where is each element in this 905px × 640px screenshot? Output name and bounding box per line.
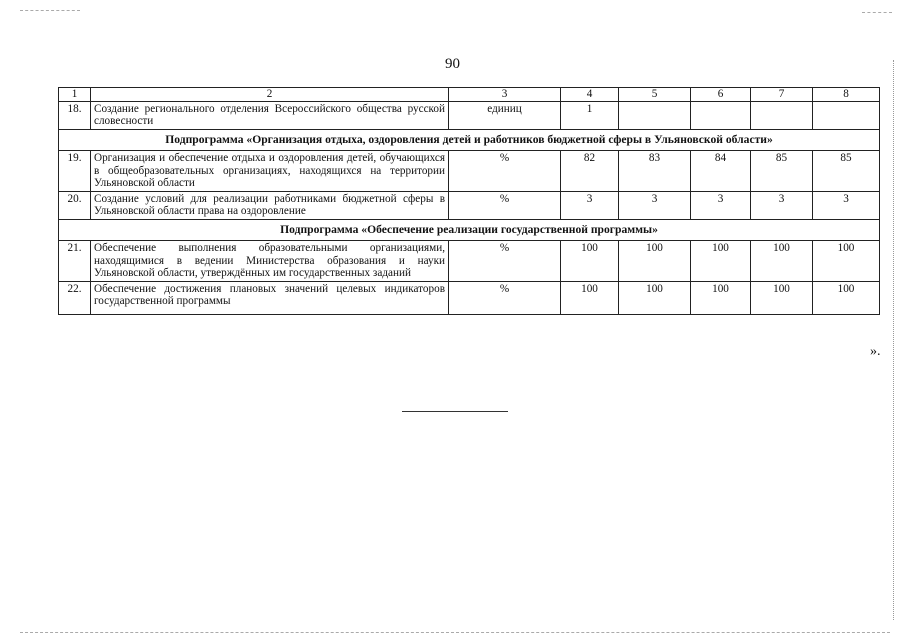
row-value: [619, 101, 691, 129]
scan-edge-bottom: [20, 632, 890, 633]
row-number: 19.: [59, 151, 91, 192]
row-value: 83: [619, 151, 691, 192]
table-row: [59, 281, 880, 314]
section-row: [59, 219, 880, 241]
row-description: Создание условий для реализации работниками бюджетной сферы в Ульяновской области права на оздоровление: [91, 191, 449, 219]
header-cell: 1: [59, 88, 91, 102]
header-cell: 2: [91, 88, 449, 102]
header-cell: 8: [813, 88, 880, 102]
row-value: 1: [561, 101, 619, 129]
row-value: 100: [751, 281, 813, 314]
row-value: 100: [691, 241, 751, 282]
row-description: Обеспечение выполнения образовательными организациями, находящимися в ведении Министерства образования и науки Ульяновской области, утверждённых им государственных заданий: [91, 241, 449, 282]
row-value: 100: [751, 241, 813, 282]
row-unit: %: [449, 191, 561, 219]
table-row: [59, 191, 880, 219]
row-value: 82: [561, 151, 619, 192]
row-value: 100: [813, 281, 880, 314]
row-value: 3: [751, 191, 813, 219]
scan-edge-top: [20, 10, 80, 11]
row-value: [813, 101, 880, 129]
row-value: 100: [691, 281, 751, 314]
header-cell: 5: [619, 88, 691, 102]
section-row: [59, 129, 880, 151]
row-value: 85: [813, 151, 880, 192]
row-value: [691, 101, 751, 129]
scan-edge-top-right: [862, 12, 892, 13]
row-value: [751, 101, 813, 129]
row-value: 84: [691, 151, 751, 192]
row-description: Создание регионального отделения Всероссийского общества русской словесности: [91, 101, 449, 129]
row-number: 22.: [59, 281, 91, 314]
section-title: Подпрограмма «Организация отдыха, оздоровления детей и работников бюджетной сферы в Ульяновской области»: [59, 129, 880, 151]
scan-edge-right: [893, 60, 894, 620]
row-value: 100: [813, 241, 880, 282]
table-row: [59, 151, 880, 192]
row-value: 100: [561, 241, 619, 282]
row-value: 100: [561, 281, 619, 314]
row-unit: %: [449, 281, 561, 314]
indicators-table: [58, 87, 880, 315]
row-unit: %: [449, 241, 561, 282]
page-number: 90: [445, 56, 460, 72]
row-value: 3: [561, 191, 619, 219]
section-title: Подпрограмма «Обеспечение реализации государственной программы»: [59, 219, 880, 241]
row-value: 85: [751, 151, 813, 192]
row-value: 100: [619, 241, 691, 282]
row-value: 3: [691, 191, 751, 219]
row-unit: единиц: [449, 101, 561, 129]
header-cell: 3: [449, 88, 561, 102]
row-value: 3: [619, 191, 691, 219]
row-description: Организация и обеспечение отдыха и оздоровления детей, обучающихся в общеобразовательных организациях, находящихся на территории Ульяновской области: [91, 151, 449, 192]
closing-quote-mark: ».: [870, 344, 881, 359]
row-number: 20.: [59, 191, 91, 219]
header-cell: 4: [561, 88, 619, 102]
row-unit: %: [449, 151, 561, 192]
row-number: 18.: [59, 101, 91, 129]
row-value: 3: [813, 191, 880, 219]
end-separator-line: [402, 411, 508, 412]
table-row: [59, 101, 880, 129]
header-cell: 7: [751, 88, 813, 102]
table-header-row: [59, 88, 880, 102]
table-row: [59, 241, 880, 282]
row-description: Обеспечение достижения плановых значений целевых индикаторов государственной программы: [91, 281, 449, 314]
row-value: 100: [619, 281, 691, 314]
header-cell: 6: [691, 88, 751, 102]
row-number: 21.: [59, 241, 91, 282]
